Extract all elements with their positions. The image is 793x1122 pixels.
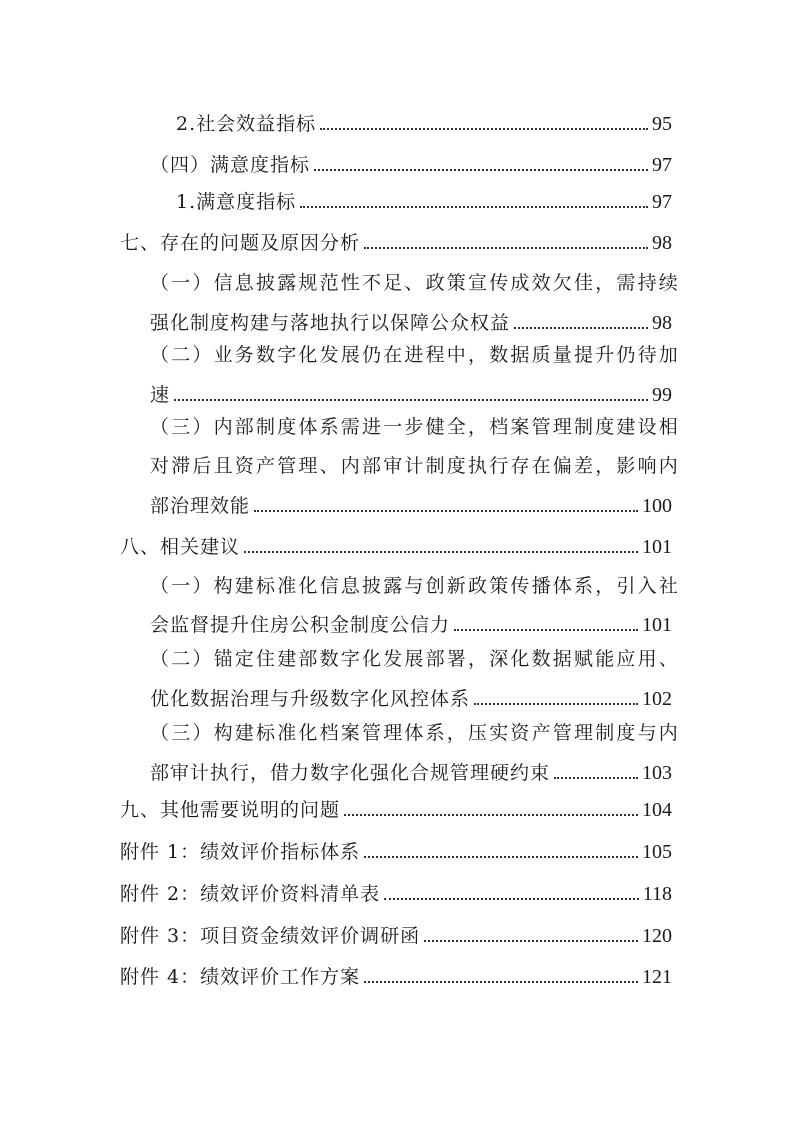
toc-entry-title: 速 — [150, 384, 171, 406]
dot-leader — [314, 169, 648, 171]
dot-leader — [554, 777, 638, 779]
dot-leader — [320, 128, 648, 130]
toc-entry-title: 附件 4：绩效评价工作方案 — [120, 966, 361, 988]
toc-entry-title-line: （二）锚定住建部数字化发展部署，深化数据赋能应用、 — [150, 648, 681, 670]
toc-entry-title-line: （二）业务数字化发展仍在进程中，数据质量提升仍待加 — [150, 344, 681, 366]
toc-entry[interactable] — [120, 527, 672, 559]
toc-entry-page: 97 — [652, 191, 672, 213]
dot-leader — [244, 551, 638, 553]
toc-entry-page: 101 — [642, 614, 672, 636]
toc-entry-title: （四）满意度指标 — [150, 154, 311, 176]
dot-leader — [514, 327, 648, 329]
toc-entry-page: 105 — [642, 841, 672, 863]
toc-entry-title: 部治理效能 — [150, 495, 251, 517]
toc-entry[interactable] — [150, 145, 672, 177]
toc-entry-title-line: （三）构建标准化档案管理体系，压实资产管理制度与内 — [150, 722, 681, 744]
toc-entry-page: 98 — [652, 312, 672, 334]
toc-entry-title: 2.社会效益指标 — [176, 113, 317, 135]
toc-entry-title: 优化数据治理与升级数字化风控体系 — [150, 688, 471, 710]
toc-entry[interactable] — [120, 832, 672, 864]
dot-leader — [174, 399, 648, 401]
toc-entry-page: 95 — [652, 113, 672, 135]
toc-entry[interactable] — [120, 790, 672, 822]
toc-entry-page: 98 — [652, 232, 672, 254]
toc-entry-title: 部审计执行，借力数字化强化合规管理硬约束 — [150, 762, 551, 784]
toc-entry-page: 101 — [642, 536, 672, 558]
toc-entry-title: 七、存在的问题及原因分析 — [120, 232, 361, 254]
toc-entry-page: 120 — [642, 925, 672, 947]
toc-entry-title: 九、其他需要说明的问题 — [120, 799, 341, 821]
toc-entry-page: 118 — [642, 883, 672, 905]
toc-entry[interactable] — [150, 375, 672, 407]
dot-leader — [254, 510, 638, 512]
toc-entry[interactable] — [150, 753, 672, 785]
toc-entry-title: 附件 3：项目资金绩效评价调研函 — [120, 925, 421, 947]
toc-entry[interactable] — [150, 303, 672, 335]
dot-leader — [454, 629, 638, 631]
toc-entry-title-line: （三）内部制度体系需进一步健全，档案管理制度建设相 — [150, 416, 681, 438]
dot-leader — [364, 981, 638, 983]
toc-entry[interactable] — [120, 874, 672, 906]
dot-leader — [424, 940, 638, 942]
toc-entry-title-line: （一）信息披露规范性不足、政策宣传成效欠佳，需持续 — [150, 272, 681, 294]
toc-entry[interactable] — [176, 104, 672, 136]
toc-entry[interactable] — [120, 957, 672, 989]
toc-entry-page: 99 — [652, 384, 672, 406]
toc-entry-title-line: （一）构建标准化信息披露与创新政策传播体系，引入社 — [150, 575, 681, 597]
toc-entry-title: 强化制度构建与落地执行以保障公众权益 — [150, 312, 511, 334]
dot-leader — [300, 206, 648, 208]
toc-entry[interactable] — [176, 182, 672, 214]
dot-leader — [384, 898, 639, 900]
toc-entry-page: 102 — [642, 688, 672, 710]
dot-leader — [344, 814, 638, 816]
toc-entry-title: 附件 2：绩效评价资料清单表 — [120, 883, 381, 905]
toc-entry-page: 97 — [652, 154, 672, 176]
dot-leader — [364, 247, 648, 249]
toc-entry-title-line: 对滞后且资产管理、内部审计制度执行存在偏差，影响内 — [150, 455, 681, 477]
dot-leader — [474, 703, 638, 705]
toc-entry-page: 103 — [642, 762, 672, 784]
toc-entry[interactable] — [150, 486, 672, 518]
dot-leader — [364, 856, 638, 858]
toc-entry[interactable] — [150, 679, 672, 711]
toc-entry-title: 附件 1：绩效评价指标体系 — [120, 841, 361, 863]
toc-entry[interactable] — [120, 223, 672, 255]
toc-entry-title: 1.满意度指标 — [176, 191, 297, 213]
toc-entry-page: 104 — [642, 799, 672, 821]
toc-entry[interactable] — [120, 916, 672, 948]
toc-entry-title: 八、相关建议 — [120, 536, 241, 558]
toc-entry-page: 121 — [642, 966, 672, 988]
toc-entry-title: 会监督提升住房公积金制度公信力 — [150, 614, 451, 636]
toc-entry[interactable] — [150, 605, 672, 637]
toc-entry-page: 100 — [642, 495, 672, 517]
